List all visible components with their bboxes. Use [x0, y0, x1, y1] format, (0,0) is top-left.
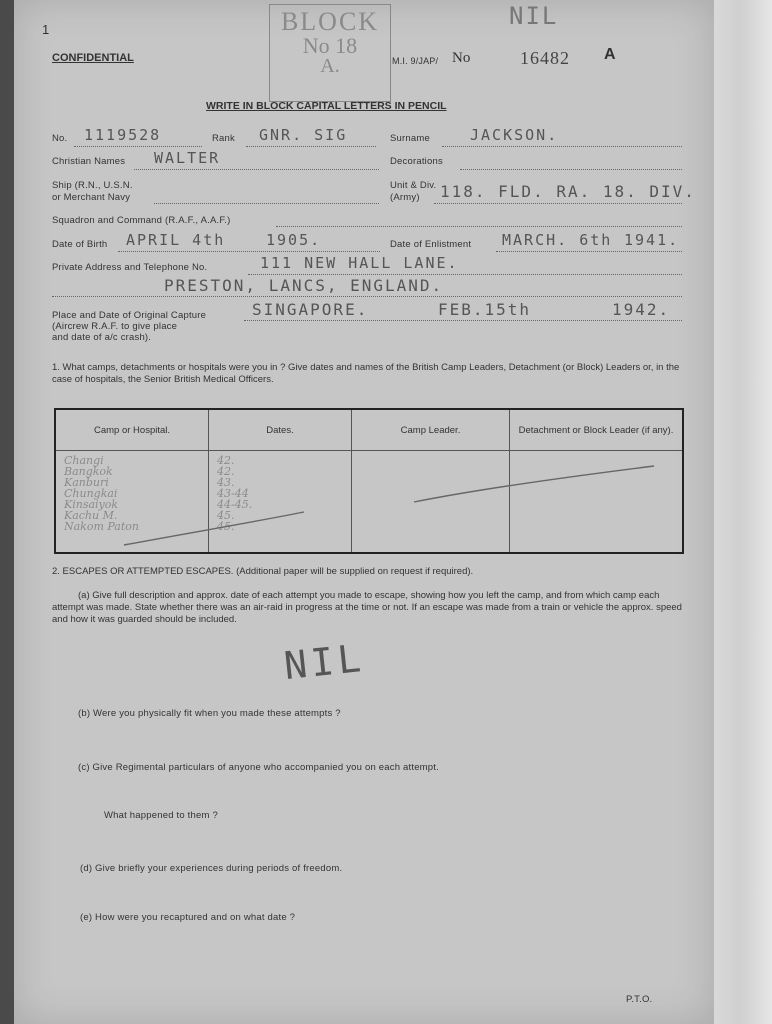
mi-label: M.I. 9/JAP/: [392, 56, 439, 66]
camp-name: Changi: [64, 454, 104, 467]
dotted-line: [496, 251, 682, 252]
section-2a-question: (a) Give full description and approx. date of each attempt you made to escape, showing how you left the camp, and from which camp each attempt was made. State whether there was an air-raid in progress at the time or not. If an escape was made from a train or vehicle the approx. speed and how it was guarded should be included.: [52, 590, 682, 625]
camp-date: 44-45.: [217, 498, 253, 511]
dotted-line: [52, 296, 682, 297]
camp-name: Nakom Paton: [64, 520, 139, 533]
strike-line: [414, 466, 654, 502]
strike-through-lines: [54, 450, 684, 554]
dotted-line: [442, 146, 682, 147]
address-line-2: PRESTON, LANCS, ENGLAND.: [164, 276, 444, 295]
dotted-line: [246, 146, 376, 147]
section-2-title: 2. ESCAPES OR ATTEMPTED ESCAPES. (Additional paper will be supplied on request if required).: [52, 566, 474, 577]
dotted-line: [154, 203, 379, 204]
capture-label-3: and date of a/c crash).: [52, 332, 152, 343]
block-stamp: [269, 4, 391, 102]
pto-label: P.T.O.: [626, 994, 653, 1005]
camp-name: Bangkok: [64, 465, 113, 478]
stamp-line-1: BLOCK: [280, 7, 380, 36]
section-2c-question: (c) Give Regimental particulars of anyone who accompanied you on each attempt.: [78, 762, 439, 773]
capture-year: 1942.: [612, 300, 671, 319]
dotted-line: [248, 274, 682, 275]
section-2d-question: (d) Give briefly your experiences during periods of freedom.: [80, 863, 343, 874]
camp-date: 43-44: [217, 487, 249, 500]
form-suffix: A: [604, 46, 616, 63]
form-number: 16482: [520, 48, 570, 68]
dotted-line: [118, 251, 380, 252]
column-header-camp-leader: Camp Leader.: [352, 409, 510, 451]
confidential-label: CONFIDENTIAL: [52, 52, 134, 64]
dotted-line: [244, 320, 682, 321]
dotted-line: [460, 169, 682, 170]
column-header-detachment-leader: Detachment or Block Leader (if any).: [510, 409, 684, 451]
no-field-label: No.: [52, 133, 68, 144]
column-header-camp: Camp or Hospital.: [55, 409, 209, 451]
enlistment-label: Date of Enlistment: [390, 239, 472, 250]
section-2b-question: (b) Were you physically fit when you made these attempts ?: [78, 708, 341, 719]
camp-date: 45.: [217, 520, 235, 533]
address-label: Private Address and Telephone No.: [52, 262, 208, 273]
camp-name: Chungkai: [64, 487, 118, 500]
camp-date: 42.: [217, 465, 235, 478]
dob-year: 1905.: [266, 231, 322, 249]
unit-label: Unit & Div.: [390, 180, 437, 191]
handwritten-nil: NIL: [281, 635, 367, 689]
enlistment-value: MARCH. 6th: [502, 231, 613, 249]
instruction-heading: WRITE IN BLOCK CAPITAL LETTERS IN PENCIL: [206, 100, 447, 112]
capture-label-2: (Aircrew R.A.F. to give place: [52, 321, 178, 332]
camp-name: Kinsaiyok: [64, 498, 119, 511]
corner-nil-note: NIL: [509, 2, 559, 30]
no-label: No: [452, 50, 471, 66]
service-number-value: 1119528: [84, 126, 162, 144]
form-sheet: [14, 0, 714, 1024]
dotted-line: [276, 226, 682, 227]
dotted-line: [434, 203, 682, 204]
capture-place: SINGAPORE.: [252, 300, 369, 319]
section-1-question: 1. What camps, detachments or hospitals were you in ? Give dates and names of the British Camp Leaders, Detachment (or Block) Leaders or, in the case of hospitals, the Senior British Medical Officers.: [52, 362, 680, 385]
capture-date: FEB.15th: [438, 300, 532, 319]
capture-label: Place and Date of Original Capture: [52, 310, 207, 321]
section-2e-question: (e) How were you recaptured and on what date ?: [80, 912, 296, 923]
unit-value: 118. FLD. RA. 18. DIV.: [440, 182, 696, 201]
strike-line: [124, 512, 304, 545]
section-2c-followup: What happened to them ?: [104, 810, 218, 821]
ship-label-2: or Merchant Navy: [52, 192, 131, 203]
surname-value: JACKSON.: [470, 126, 559, 144]
camp-name: Kachu M.: [64, 509, 118, 522]
camp-date: 45.: [217, 509, 235, 522]
unit-label-2: (Army): [390, 192, 420, 203]
camp-date: 43.: [217, 476, 235, 489]
address-line-1: 111 NEW HALL LANE.: [260, 254, 459, 272]
surname-label: Surname: [390, 133, 430, 144]
camp-name: Kanburi: [64, 476, 109, 489]
rank-value: GNR. SIG: [259, 126, 348, 144]
stamp-line-2: No 18: [302, 33, 358, 58]
christian-names-label: Christian Names: [52, 156, 126, 167]
dob-label: Date of Birth: [52, 239, 108, 250]
enlistment-year: 1941.: [624, 231, 680, 249]
christian-names-value: WALTER: [154, 149, 221, 167]
dotted-line: [74, 146, 202, 147]
ship-label: Ship (R.N., U.S.N.: [52, 180, 133, 191]
column-header-dates: Dates.: [209, 409, 352, 451]
squadron-label: Squadron and Command (R.A.F., A.A.F.): [52, 215, 231, 226]
stamp-line-3: A.: [320, 55, 340, 77]
dotted-line: [134, 169, 379, 170]
decorations-label: Decorations: [390, 156, 443, 167]
camp-date: 42.: [217, 454, 235, 467]
dob-value: APRIL 4th: [126, 231, 226, 249]
corner-mark: 1: [42, 22, 50, 37]
rank-label: Rank: [212, 133, 235, 144]
